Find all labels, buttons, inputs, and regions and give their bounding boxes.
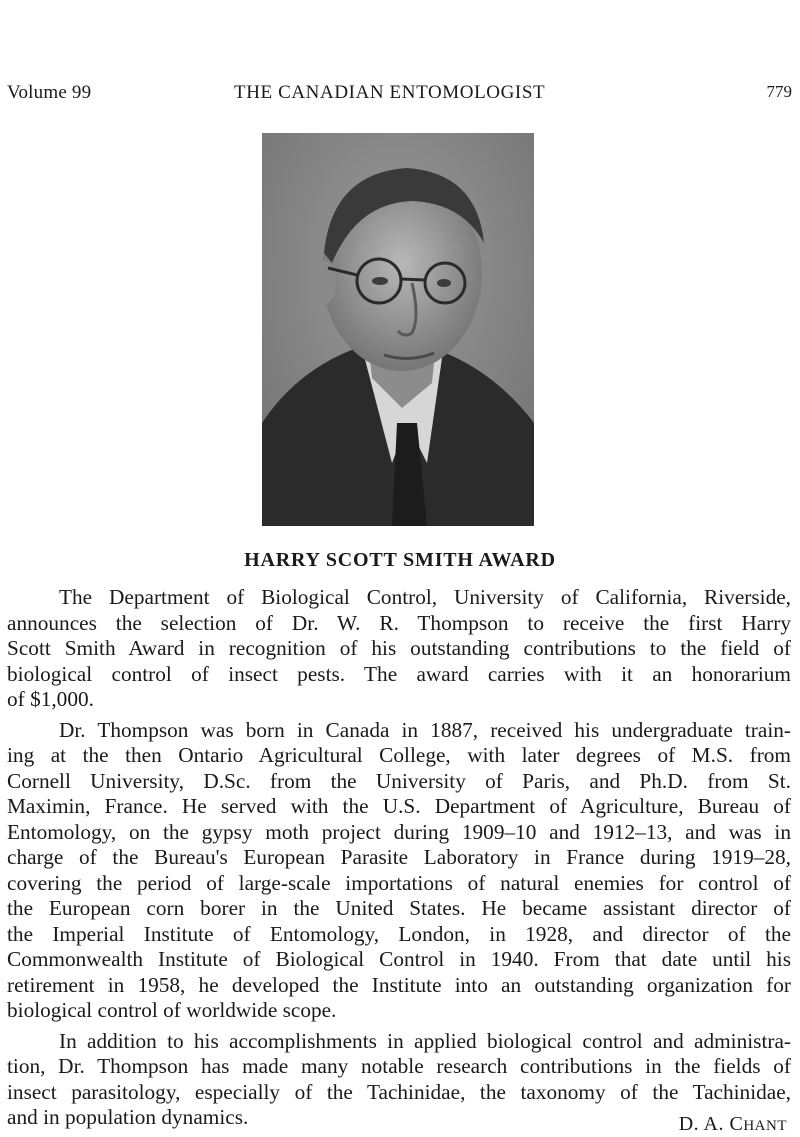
text-line: Commonwealth Institute of Biological Control in 1940. From that date until his: [7, 947, 791, 971]
text-line: retirement in 1958, he developed the Institute into an outstanding organization for: [7, 972, 791, 997]
journal-title: THE CANADIAN ENTOMOLOGIST: [234, 82, 546, 103]
text-line: insect parasitology, especially of the Tachinidae, the taxonomy of the Tachinidae,: [7, 1079, 791, 1104]
text-line: charge of the Bureau's European Parasite Laboratory in France during 1919–28,: [7, 845, 791, 869]
text-line: Cornell University, D.Sc. from the University of Paris, and Ph.D. from St.: [7, 768, 791, 793]
text-line: ing at the then Ontario Agricultural College, with later degrees of M.S. from: [7, 743, 791, 767]
paragraph-1: [7, 585, 791, 713]
portrait-photo: [262, 133, 534, 526]
text-line: covering the period of large-scale importations of natural enemies for control of: [7, 870, 791, 895]
text-line: announces the selection of Dr. W. R. Thompson to receive the first Harry: [7, 610, 791, 635]
text-line: of $1,000.: [7, 687, 94, 711]
text-line: Scott Smith Award in recognition of his outstanding contributions to the field of: [7, 636, 791, 660]
text-line: In addition to his accomplishments in applied biological control and administra-: [59, 1028, 791, 1053]
text-line: biological control of insect pests. The award carries with it an honorarium: [7, 661, 791, 686]
article-body: [7, 585, 791, 1136]
text-line: The Department of Biological Control, University of California, Riverside,: [59, 585, 791, 609]
text-line: tion, Dr. Thompson has made many notable research contributions in the fields of: [7, 1054, 791, 1078]
page-number: 779: [766, 82, 792, 101]
text-line: the European corn borer in the United States. He became assistant director of: [7, 896, 791, 920]
paragraph-3: [7, 1029, 791, 1131]
text-line: Maximin, France. He served with the U.S. Department of Agriculture, Bureau of: [7, 794, 791, 818]
portrait-image: [262, 133, 534, 526]
article-title: HARRY SCOTT SMITH AWARD: [244, 549, 556, 571]
text-line: and in population dynamics.: [7, 1105, 249, 1129]
text-line: Dr. Thompson was born in Canada in 1887, received his undergraduate train-: [59, 717, 791, 742]
paragraph-2: [7, 718, 791, 1024]
running-header: [7, 82, 792, 112]
text-line: the Imperial Institute of Entomology, London, in 1928, and director of the: [7, 921, 791, 946]
volume-label: Volume 99: [7, 82, 92, 103]
author-signature: [679, 1113, 787, 1136]
text-line: biological control of worldwide scope.: [7, 998, 337, 1022]
signature-initials: D. A. C: [678, 1113, 744, 1135]
text-line: Entomology, on the gypsy moth project during 1909–10 and 1912–13, and was in: [7, 819, 791, 844]
signature-surname-smallcaps: HANT: [743, 1118, 787, 1134]
